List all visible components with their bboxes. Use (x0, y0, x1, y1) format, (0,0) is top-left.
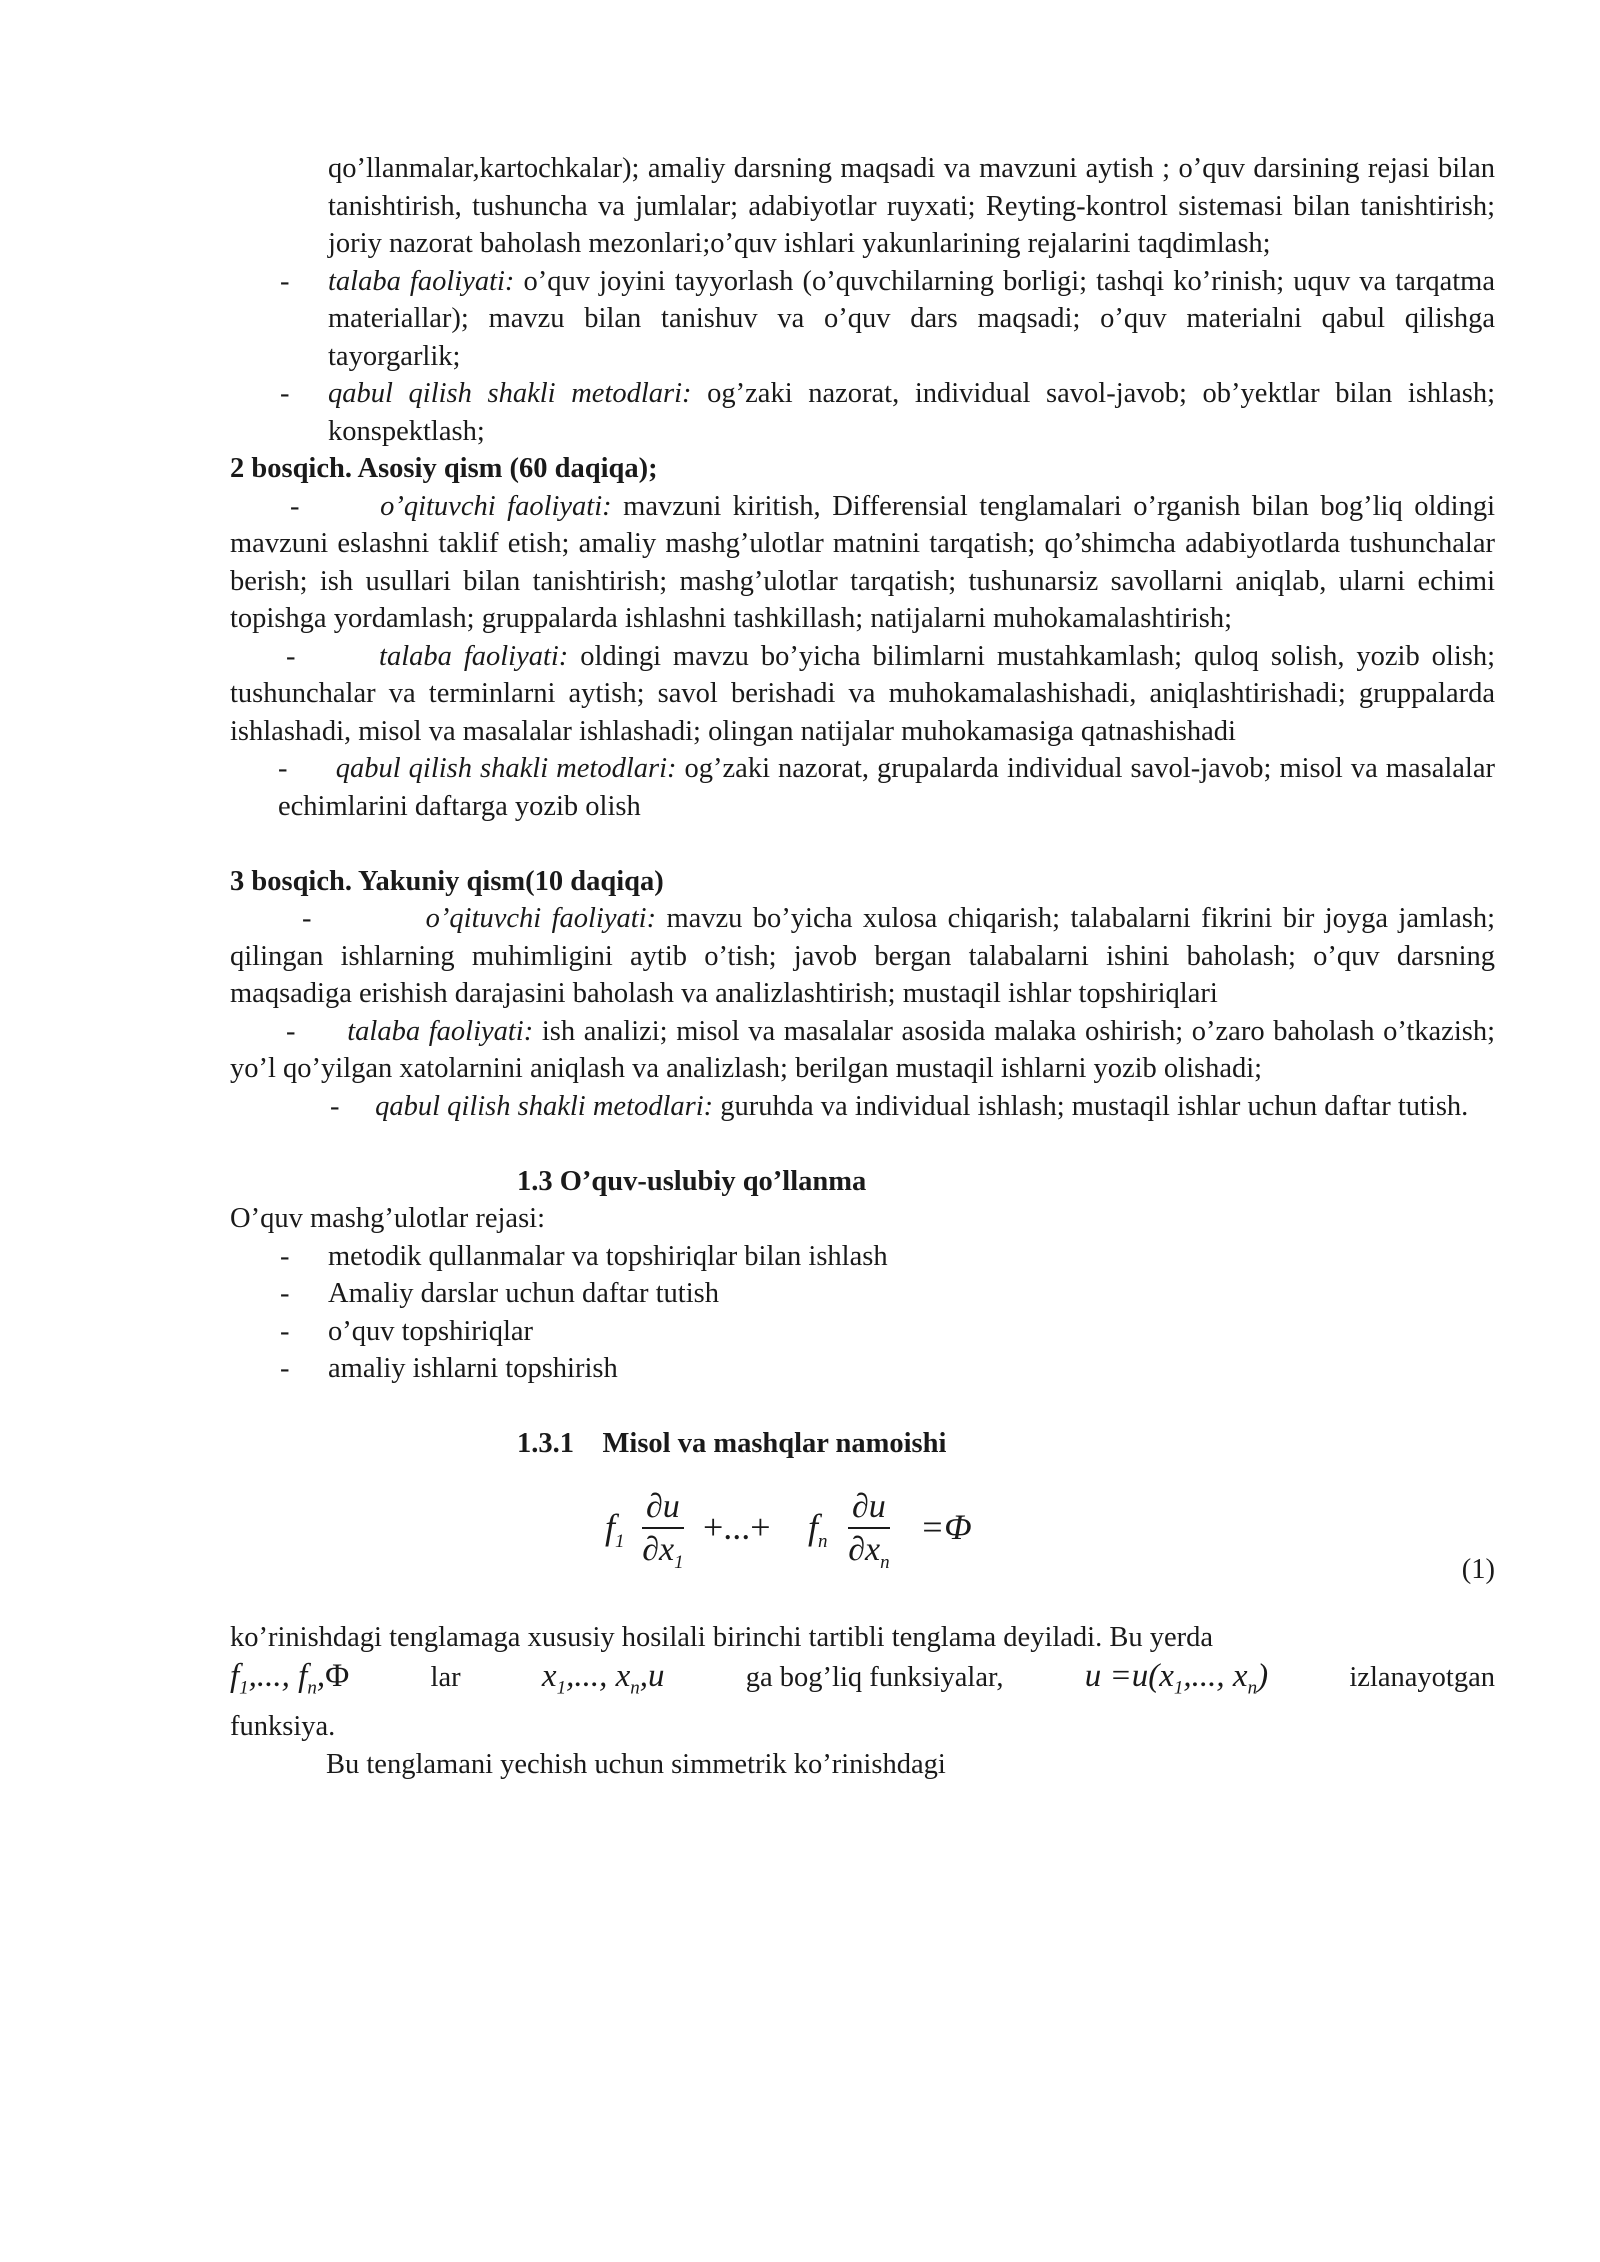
paragraph-text: og’zaki nazorat, grupalarda individual savol-javob; misol va masalalar echimlarini daftarga yozib olish (278, 753, 1495, 822)
paragraph-text: mavzu bo’yicha xulosa chiqarish; talabalarni fikrini bir joyga jamlash; qilingan ishlarning muhimligini aytib o’tish; javob bergan talabalarni ishini baholash; o’quv darsning maqsadiga erishish darajasini baholash va analizlashtirish; mustaqil ishlar topshiriqlari (230, 903, 1495, 1009)
math-inline-line (230, 1658, 1495, 1708)
list-item (280, 263, 1495, 376)
section-heading: 1.3 O’quv-uslubiy qo’llanma (517, 1165, 867, 1197)
paragraph-label: o’qituvchi faoliyati: (380, 490, 612, 522)
math-x-list: $x_1$,..., $x_n,u$ (541, 1658, 665, 1699)
math-fn: $f_n$ (808, 1506, 828, 1552)
spacer (230, 1388, 1495, 1426)
paragraph-label: o’qituvchi faoliyati: (425, 903, 657, 934)
paragraph-text: ish analizi; misol va masalalar asosida malaka oshirish; o’zaro baholash o’tkazish; yo’l qo’yilgan xatolarnini aniqlash va analizlash; berilgan mustaqil ishlarni yozib olishadi; (230, 1015, 1495, 1084)
list-dash: - (302, 903, 426, 934)
paragraph-text: guruhda va individual ishlash; mustaqil ishlar uchun daftar tutish. (713, 1090, 1469, 1122)
list-dash: - (280, 1240, 290, 1272)
final-sentence: Bu tenglamani yechish uchun simmetrik ko’rinishdagi (326, 1748, 946, 1780)
item-label: qabul qilish shakli metodlari: (328, 378, 692, 409)
equation-number: (1) (1461, 1553, 1495, 1585)
paragraph-label: talaba faoliyati: (379, 640, 569, 672)
list-dash: - (280, 1278, 290, 1309)
plan-item-text: o’quv topshiriqlar (328, 1315, 534, 1347)
list-item (280, 375, 1495, 450)
stage3-heading: 3 bosqich. Yakuniy qism(10 daqiqa) (230, 865, 664, 897)
math-fraction: $\frac{\partial u}{\partial x_1}$ (642, 1487, 684, 1573)
list-dash: - (280, 1353, 290, 1384)
plan-item-text: amaliy ishlarni topshirish (328, 1353, 618, 1384)
stage3-paragraph-2 (230, 1013, 1495, 1088)
math-equals-phi: =Φ (920, 1506, 972, 1547)
list-dash: - (330, 1090, 376, 1122)
list-dash: - (290, 490, 381, 522)
list-dash: - (286, 640, 380, 672)
list-dash: - (280, 265, 290, 297)
list-dash: - (280, 1315, 290, 1347)
plan-list-item (280, 1350, 1495, 1388)
stage2-heading: 2 bosqich. Asosiy qism (60 daqiqa); (230, 453, 658, 484)
item-text: og’zaki nazorat, individual savol-javob; ob’yektlar bilan ishlash; konspektlash; (328, 378, 1495, 447)
item-text: o’quv joyini tayyorlash (o’quvchilarning borligi; tashqi ko’rinish; uquv va tarqatma materiallar); mavzu bilan tanishuv va o’quv dars maqsadi; o’quv materialni qabul qilishga tayorgarlik; (328, 265, 1495, 372)
spacer (230, 1125, 1495, 1163)
plan-intro: O’quv mashg’ulotlar rejasi: (230, 1203, 546, 1234)
definition-paragraph: ko’rinishdagi tenglamaga xususiy hosilali birinchi tartibli tenglama deyiladi. Bu yerda (230, 1621, 1214, 1653)
list-dash: - (280, 378, 290, 409)
item-label: talaba faoliyati: (328, 265, 515, 297)
stage2-paragraph-1 (230, 488, 1495, 638)
plan-list-item (280, 1275, 1495, 1313)
ga-text: ga bog’liq funksiyalar, (745, 1662, 1004, 1693)
stage2-paragraph-2 (230, 638, 1495, 751)
izlan-word: izlanayotgan (1349, 1662, 1495, 1693)
intro-paragraph: qo’llanmalar,kartochkalar); amaliy darsning maqsadi va mavzuni aytish ; o’quv darsining rejasi bilan tanishtirish, tushuncha va jumlalar; adabiyotlar ruyxati; Reyting-kontrol sistemasi bilan tanishtirish; joriy nazorat baholash mezonlari;o’quv ishlari yakunlarining rejalarini taqdimlash; (328, 153, 1495, 259)
spacer (230, 825, 1495, 863)
subsection-heading: 1.3.1 Misol va mashqlar namoishi (517, 1428, 947, 1459)
stage2-paragraph-3 (278, 750, 1495, 825)
list-dash: - (278, 753, 336, 784)
math-f-list: $f_1$,..., $f_n,\Phi$ (230, 1658, 350, 1699)
funksiya-word: funksiya. (230, 1711, 336, 1742)
math-plus: +...+ (703, 1506, 771, 1547)
paragraph-text: oldingi mavzu bo’yicha bilimlarni mustahkamlash; quloq solish, yozib olish; tushunchalar va terminlarni aytish; savol berishadi va muhokamalashishadi, aniqlashtirishadi; gruppalarda ishlashadi, misol va masalalar ishlashadi; olingan natijalar muhokamasiga qatnashishadi (230, 640, 1496, 747)
math-u-def: $u =u(x_1$,..., $x_n$) (1084, 1658, 1269, 1699)
math-fraction: $\frac{\partial u}{\partial x_n}$ (848, 1487, 890, 1573)
stage3-paragraph-1 (230, 900, 1495, 1013)
lar-word: lar (430, 1662, 461, 1693)
math-f1: $f_1$ (605, 1506, 625, 1552)
plan-list-item (280, 1313, 1495, 1351)
plan-item-text: Amaliy darslar uchun daftar tutish (328, 1278, 719, 1309)
plan-item-text: metodik qullanmalar va topshiriqlar bilan ishlash (328, 1240, 888, 1272)
paragraph-text: mavzuni kiritish, Differensial tenglamalari o’rganish bilan bog’liq oldingi mavzuni eslashni taklif etish; amaliy mashg’ulotlar matnini tarqatish; qo’shimcha adabiyotlarda tushunchalar berish; ish usullari bilan tanishtirish; mashg’ulotlar tarqatish; tushunarsiz savollarni aniqlab, ularni echimi topishga yordamlash; gruppalarda ishlashni tashkillash; natijalarni muhokamalashtirish; (230, 490, 1495, 634)
list-dash: - (286, 1015, 348, 1047)
paragraph-label: qabul qilish shakli metodlari: (375, 1090, 714, 1122)
equation-1 (230, 1479, 1495, 1597)
plan-list-item (280, 1238, 1495, 1276)
stage3-paragraph-3 (230, 1088, 1495, 1126)
document-page (230, 150, 1495, 1783)
paragraph-label: qabul qilish shakli metodlari: (335, 753, 677, 784)
paragraph-label: talaba faoliyati: (347, 1015, 534, 1047)
